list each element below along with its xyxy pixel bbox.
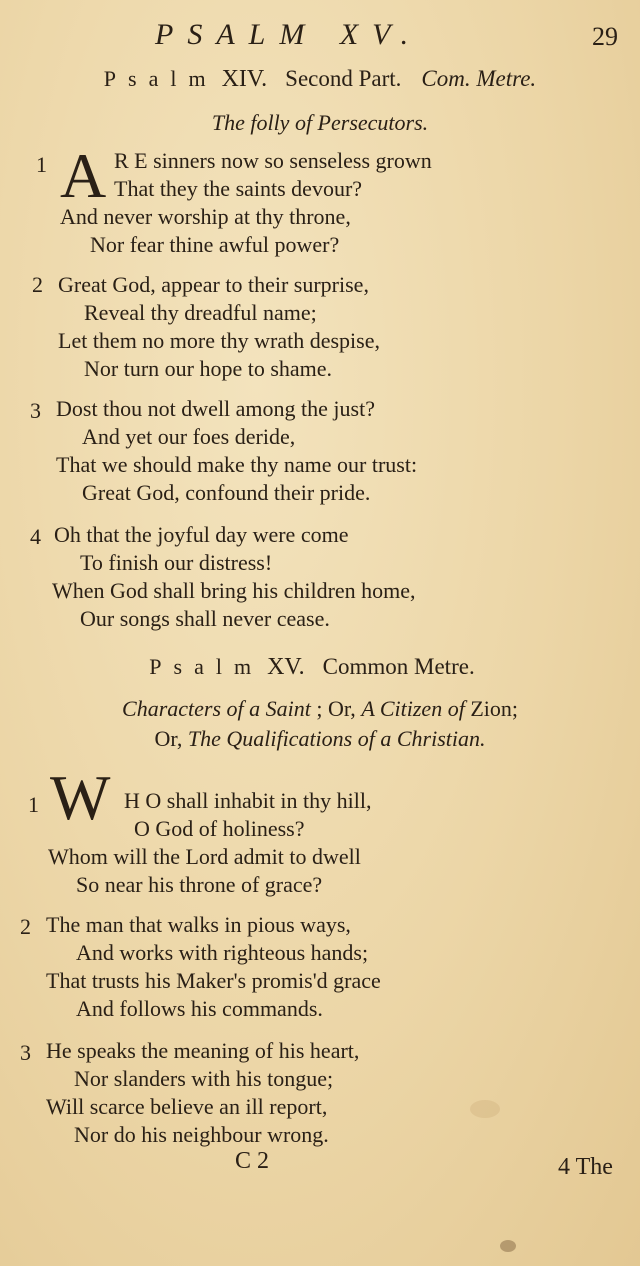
verse-line: Great God, appear to their surprise,	[58, 272, 369, 297]
subtitle-fragment: Or,	[154, 726, 183, 751]
heading-metre: Common Metre.	[322, 654, 475, 679]
drop-cap: W	[50, 762, 111, 833]
verse-line: Nor turn our hope to shame.	[84, 356, 333, 381]
verse-number: 1	[28, 792, 39, 817]
verse-line: And never worship at thy throne,	[60, 204, 351, 229]
drop-cap: A	[60, 140, 107, 211]
verse-line: That trusts his Maker's promis'd grace	[46, 968, 381, 993]
page-number: 29	[592, 22, 618, 51]
verse-number: 4	[30, 524, 41, 549]
subtitle-fragment: A Citizen of	[361, 696, 465, 721]
paper-stain	[500, 1240, 516, 1252]
verse-line: That they the saints devour?	[114, 176, 363, 201]
page-footer	[0, 1146, 640, 1186]
verse-number: 1	[36, 152, 47, 177]
psalm-15-subtitle-line-1	[0, 696, 640, 722]
verse-line: Nor fear thine awful power?	[90, 232, 340, 257]
verse-line: So near his throne of grace?	[76, 872, 323, 897]
verse-line: And follows his commands.	[76, 996, 323, 1021]
signature-mark: C 2	[235, 1148, 270, 1174]
running-head	[0, 18, 640, 58]
heading-part: Second Part.	[285, 66, 402, 91]
psalm-15-heading	[0, 654, 640, 681]
heading-metre: Com. Metre.	[421, 66, 537, 91]
verse-line: Whom will the Lord admit to dwell	[48, 844, 361, 869]
verse-line: R E sinners now so senseless grown	[114, 148, 432, 173]
verse-line: Reveal thy dreadful name;	[84, 300, 317, 325]
verse-line: Nor slanders with his tongue;	[74, 1066, 334, 1091]
verse-number: 3	[20, 1040, 31, 1065]
running-head-title: PSALM XV.	[155, 18, 423, 51]
verse-line: And yet our foes deride,	[82, 424, 296, 449]
verse-line: To finish our distress!	[80, 550, 273, 575]
psalm-15-subtitle-line-2	[0, 726, 640, 752]
verse-line: Let them no more thy wrath despise,	[58, 328, 380, 353]
subtitle-fragment: The Qualifications of a Christian.	[187, 726, 486, 751]
heading-psalm-word: Psalm	[149, 654, 264, 679]
verse-line: Oh that the joyful day were come	[54, 522, 349, 547]
verse-line: H O shall inhabit in thy hill,	[124, 788, 372, 813]
verse-line: Will scarce believe an ill report,	[46, 1094, 328, 1119]
verse-number: 2	[20, 914, 31, 939]
verse-line: He speaks the meaning of his heart,	[46, 1038, 360, 1063]
verse-line: When God shall bring his children home,	[52, 578, 416, 603]
verse-line: Nor do his neighbour wrong.	[74, 1122, 329, 1147]
verse-line: O God of holiness?	[134, 816, 305, 841]
verse-line: And works with righteous hands;	[76, 940, 369, 965]
verse-line: Great God, confound their pride.	[82, 480, 371, 505]
verse-number: 3	[30, 398, 41, 423]
heading-psalm-number: XV.	[267, 654, 305, 680]
subtitle-fragment: Zion;	[470, 696, 518, 721]
heading-psalm-number: XIV.	[221, 66, 268, 92]
subtitle-fragment: ; Or,	[316, 696, 356, 721]
verse-line: The man that walks in pious ways,	[46, 912, 351, 937]
psalm-14-subtitle: The folly of Persecutors.	[211, 110, 429, 135]
verse-number: 2	[32, 272, 43, 297]
paper-stain	[470, 1100, 500, 1118]
heading-psalm-word: Psalm	[103, 66, 218, 91]
verse-line: That we should make thy name our trust:	[56, 452, 418, 477]
subtitle-fragment: Characters of a Saint	[122, 696, 311, 721]
catchword: 4 The	[558, 1154, 613, 1180]
verse-line: Dost thou not dwell among the just?	[56, 396, 375, 421]
psalm-14-heading	[0, 66, 640, 93]
verse-line: Our songs shall never cease.	[80, 606, 330, 631]
